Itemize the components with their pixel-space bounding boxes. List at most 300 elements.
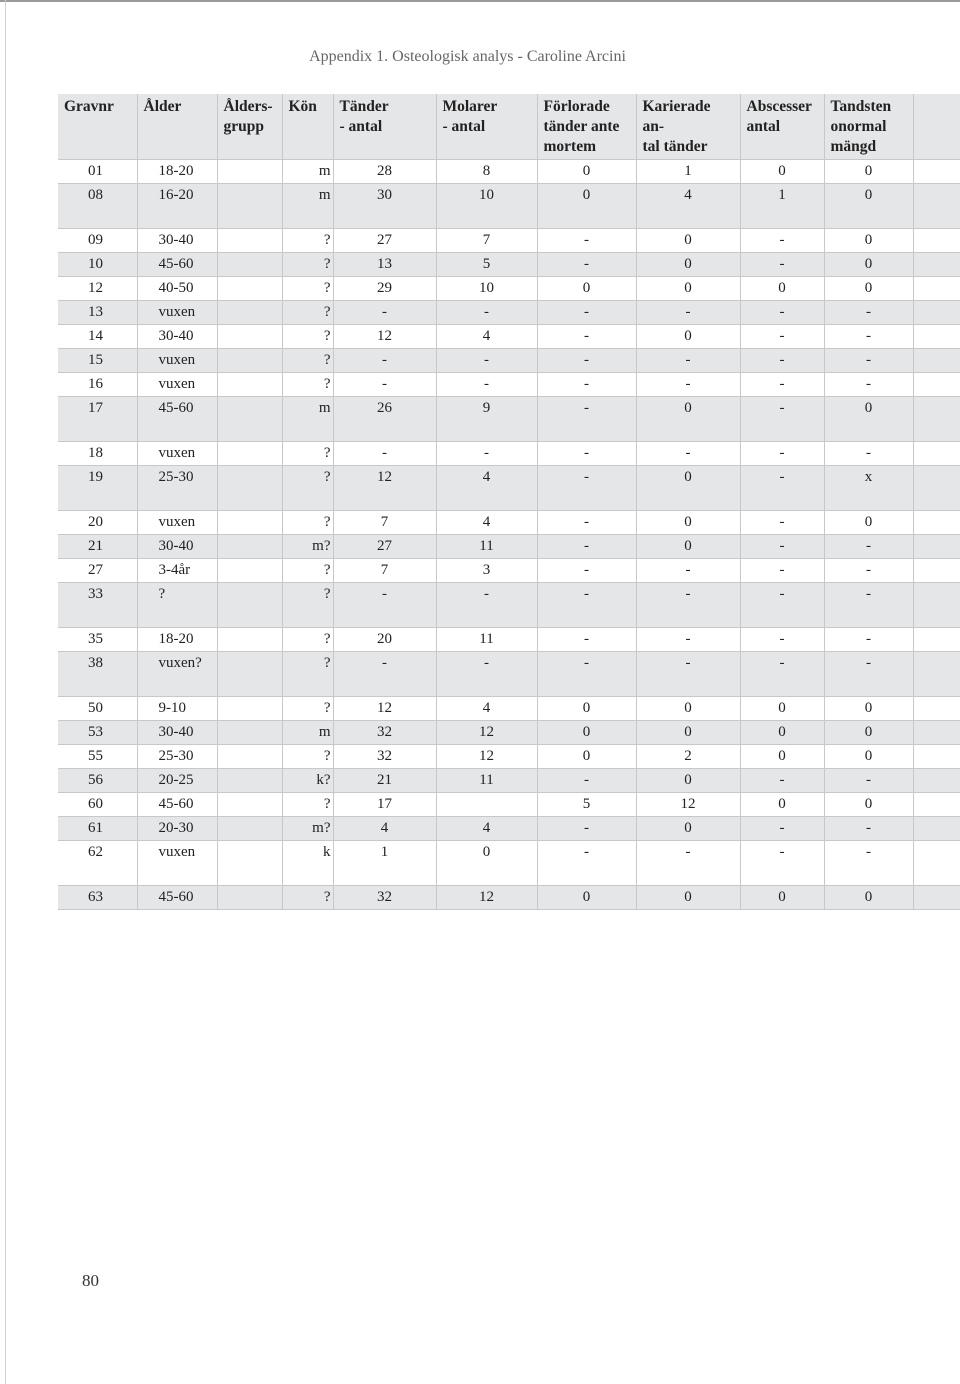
cell-karierade: 0 xyxy=(636,397,740,442)
cell-molarer: - xyxy=(436,349,537,373)
cell-abscesser: 0 xyxy=(740,277,824,301)
running-head: Appendix 1. Osteologisk analys - Caroline Arcini xyxy=(309,48,626,65)
cell-forlorade: 0 xyxy=(537,886,636,910)
cell-forlorade: - xyxy=(537,349,636,373)
table-row xyxy=(58,397,960,442)
cell-abscesser: - xyxy=(740,535,824,559)
cell-alder: 25-30 xyxy=(137,466,217,511)
cell-tander: 21 xyxy=(333,769,436,793)
cell-tandsten: 0 xyxy=(824,511,913,535)
cell-forlorade: - xyxy=(537,628,636,652)
cell-karierade: 12 xyxy=(636,793,740,817)
header-kon xyxy=(282,94,333,160)
cell-tandsten: - xyxy=(824,325,913,349)
cell-abscesser: - xyxy=(740,301,824,325)
cell-abscesser: - xyxy=(740,373,824,397)
header-forlorade xyxy=(537,94,636,160)
cell-abscesser: 0 xyxy=(740,886,824,910)
cell-karierade: 0 xyxy=(636,535,740,559)
cell-molarer: 11 xyxy=(436,769,537,793)
cell-extra xyxy=(913,886,960,910)
table-row xyxy=(58,511,960,535)
cell-aldersgrupp xyxy=(217,628,282,652)
cell-molarer: - xyxy=(436,373,537,397)
page-number: 80 xyxy=(82,1271,99,1290)
table-row xyxy=(58,349,960,373)
cell-kon: ? xyxy=(282,229,333,253)
header-molarer xyxy=(436,94,537,160)
cell-gravnr: 53 xyxy=(58,721,137,745)
cell-molarer: 9 xyxy=(436,397,537,442)
cell-tandsten: 0 xyxy=(824,697,913,721)
cell-forlorade: - xyxy=(537,229,636,253)
cell-forlorade: - xyxy=(537,301,636,325)
cell-forlorade: - xyxy=(537,397,636,442)
cell-molarer: - xyxy=(436,442,537,466)
header-forlorade-line: mortem xyxy=(543,138,596,155)
cell-karierade: - xyxy=(636,373,740,397)
table-row xyxy=(58,721,960,745)
cell-molarer: 10 xyxy=(436,277,537,301)
cell-aldersgrupp xyxy=(217,535,282,559)
cell-tander: - xyxy=(333,583,436,628)
table-row xyxy=(58,373,960,397)
cell-extra xyxy=(913,721,960,745)
cell-extra xyxy=(913,583,960,628)
cell-extra xyxy=(913,277,960,301)
cell-alder: 25-30 xyxy=(137,745,217,769)
header-tander xyxy=(333,94,436,160)
cell-molarer: 12 xyxy=(436,886,537,910)
cell-karierade: 0 xyxy=(636,769,740,793)
cell-alder: 45-60 xyxy=(137,793,217,817)
cell-gravnr: 08 xyxy=(58,184,137,229)
cell-kon: ? xyxy=(282,652,333,697)
cell-forlorade: 0 xyxy=(537,745,636,769)
cell-tander: - xyxy=(333,373,436,397)
header-alder xyxy=(137,94,217,160)
cell-abscesser: - xyxy=(740,511,824,535)
cell-alder: 30-40 xyxy=(137,325,217,349)
cell-tander: 27 xyxy=(333,229,436,253)
cell-extra xyxy=(913,373,960,397)
cell-karierade: 0 xyxy=(636,511,740,535)
cell-kon: ? xyxy=(282,511,333,535)
header-abscesser xyxy=(740,94,824,160)
cell-extra xyxy=(913,559,960,583)
table-row xyxy=(58,301,960,325)
cell-tander: 7 xyxy=(333,559,436,583)
header-karierade-line: tal tänder xyxy=(642,138,708,155)
cell-molarer: - xyxy=(436,301,537,325)
cell-gravnr: 14 xyxy=(58,325,137,349)
cell-kon: m xyxy=(282,160,333,184)
cell-forlorade: 0 xyxy=(537,160,636,184)
cell-aldersgrupp xyxy=(217,301,282,325)
header-gravnr-line: Gravnr xyxy=(64,98,114,115)
cell-alder: ? xyxy=(137,583,217,628)
cell-aldersgrupp xyxy=(217,229,282,253)
table-row xyxy=(58,793,960,817)
cell-alder: 30-40 xyxy=(137,721,217,745)
cell-extra xyxy=(913,397,960,442)
header-extra xyxy=(913,94,960,160)
cell-gravnr: 09 xyxy=(58,229,137,253)
table-header xyxy=(58,94,960,160)
cell-tandsten: - xyxy=(824,628,913,652)
header-aldersgrupp-line: grupp xyxy=(223,118,264,135)
header-gravnr xyxy=(58,94,137,160)
cell-forlorade: 0 xyxy=(537,697,636,721)
cell-karierade: - xyxy=(636,442,740,466)
cell-karierade: 0 xyxy=(636,817,740,841)
cell-kon: ? xyxy=(282,301,333,325)
cell-gravnr: 55 xyxy=(58,745,137,769)
cell-forlorade: - xyxy=(537,511,636,535)
cell-gravnr: 17 xyxy=(58,397,137,442)
cell-tandsten: 0 xyxy=(824,253,913,277)
table-row xyxy=(58,769,960,793)
header-abscesser-line: antal xyxy=(746,118,781,135)
cell-gravnr: 27 xyxy=(58,559,137,583)
cell-karierade: 4 xyxy=(636,184,740,229)
table-row xyxy=(58,442,960,466)
cell-aldersgrupp xyxy=(217,184,282,229)
cell-tandsten: 0 xyxy=(824,160,913,184)
cell-molarer: 0 xyxy=(436,841,537,886)
cell-kon: ? xyxy=(282,277,333,301)
cell-kon: ? xyxy=(282,745,333,769)
cell-abscesser: - xyxy=(740,466,824,511)
cell-alder: 45-60 xyxy=(137,886,217,910)
cell-aldersgrupp xyxy=(217,466,282,511)
cell-extra xyxy=(913,253,960,277)
cell-kon: m xyxy=(282,184,333,229)
cell-kon: m? xyxy=(282,817,333,841)
cell-tandsten: 0 xyxy=(824,397,913,442)
cell-alder: 18-20 xyxy=(137,628,217,652)
cell-aldersgrupp xyxy=(217,511,282,535)
cell-tandsten: - xyxy=(824,559,913,583)
header-molarer-line: Molarer xyxy=(442,98,498,115)
header-forlorade-line: Förlorade xyxy=(543,98,610,115)
cell-gravnr: 63 xyxy=(58,886,137,910)
cell-tander: 20 xyxy=(333,628,436,652)
cell-extra xyxy=(913,160,960,184)
table-row xyxy=(58,535,960,559)
cell-gravnr: 35 xyxy=(58,628,137,652)
cell-tander: 17 xyxy=(333,793,436,817)
cell-molarer: 4 xyxy=(436,466,537,511)
cell-alder: vuxen xyxy=(137,301,217,325)
cell-alder: 30-40 xyxy=(137,229,217,253)
cell-tander: 28 xyxy=(333,160,436,184)
cell-abscesser: - xyxy=(740,325,824,349)
cell-tander: - xyxy=(333,301,436,325)
cell-aldersgrupp xyxy=(217,697,282,721)
left-margin-rule xyxy=(5,0,6,1384)
table-container xyxy=(58,94,960,910)
cell-molarer: 7 xyxy=(436,229,537,253)
cell-tander: 30 xyxy=(333,184,436,229)
cell-alder: 40-50 xyxy=(137,277,217,301)
cell-aldersgrupp xyxy=(217,886,282,910)
cell-kon: ? xyxy=(282,442,333,466)
cell-molarer: - xyxy=(436,583,537,628)
cell-gravnr: 01 xyxy=(58,160,137,184)
table-body xyxy=(58,160,960,910)
header-forlorade-line: tänder ante xyxy=(543,118,620,135)
header-tander-line: - antal xyxy=(339,118,383,135)
cell-extra xyxy=(913,301,960,325)
cell-aldersgrupp xyxy=(217,583,282,628)
cell-tander: 27 xyxy=(333,535,436,559)
cell-extra xyxy=(913,841,960,886)
cell-kon: ? xyxy=(282,466,333,511)
cell-tander: - xyxy=(333,349,436,373)
header-tandsten-line: mängd xyxy=(830,138,877,155)
cell-alder: 9-10 xyxy=(137,697,217,721)
header-tandsten xyxy=(824,94,913,160)
cell-tandsten: - xyxy=(824,583,913,628)
cell-extra xyxy=(913,535,960,559)
cell-molarer: 11 xyxy=(436,628,537,652)
cell-tander: 12 xyxy=(333,466,436,511)
cell-alder: 45-60 xyxy=(137,397,217,442)
table-row xyxy=(58,277,960,301)
cell-abscesser: - xyxy=(740,559,824,583)
cell-kon: ? xyxy=(282,325,333,349)
table-row xyxy=(58,652,960,697)
cell-aldersgrupp xyxy=(217,349,282,373)
cell-alder: 20-25 xyxy=(137,769,217,793)
cell-abscesser: - xyxy=(740,817,824,841)
cell-alder: vuxen xyxy=(137,442,217,466)
cell-alder: 45-60 xyxy=(137,253,217,277)
cell-gravnr: 60 xyxy=(58,793,137,817)
cell-tandsten: - xyxy=(824,841,913,886)
cell-gravnr: 62 xyxy=(58,841,137,886)
cell-aldersgrupp xyxy=(217,442,282,466)
cell-kon: k? xyxy=(282,769,333,793)
cell-gravnr: 19 xyxy=(58,466,137,511)
header-karierade-line: Karierade an- xyxy=(642,98,711,135)
cell-tandsten: - xyxy=(824,535,913,559)
cell-extra xyxy=(913,628,960,652)
cell-karierade: 0 xyxy=(636,253,740,277)
cell-tander: 4 xyxy=(333,817,436,841)
cell-molarer: 12 xyxy=(436,745,537,769)
header-alder-line: Ålder xyxy=(143,98,182,115)
cell-molarer: 12 xyxy=(436,721,537,745)
top-edge-rule xyxy=(0,0,960,2)
cell-karierade: - xyxy=(636,349,740,373)
cell-abscesser: - xyxy=(740,349,824,373)
cell-forlorade: - xyxy=(537,769,636,793)
table-row xyxy=(58,841,960,886)
cell-gravnr: 38 xyxy=(58,652,137,697)
cell-karierade: 0 xyxy=(636,466,740,511)
cell-gravnr: 33 xyxy=(58,583,137,628)
cell-aldersgrupp xyxy=(217,721,282,745)
cell-alder: 20-30 xyxy=(137,817,217,841)
cell-molarer: 4 xyxy=(436,697,537,721)
cell-abscesser: - xyxy=(740,769,824,793)
cell-tandsten: 0 xyxy=(824,721,913,745)
cell-tandsten: - xyxy=(824,652,913,697)
cell-tandsten: - xyxy=(824,817,913,841)
cell-tandsten: x xyxy=(824,466,913,511)
cell-forlorade: - xyxy=(537,442,636,466)
cell-tandsten: - xyxy=(824,349,913,373)
cell-gravnr: 56 xyxy=(58,769,137,793)
cell-tandsten: 0 xyxy=(824,184,913,229)
header-karierade xyxy=(636,94,740,160)
cell-extra xyxy=(913,817,960,841)
table-row xyxy=(58,817,960,841)
cell-extra xyxy=(913,652,960,697)
cell-alder: vuxen? xyxy=(137,652,217,697)
cell-kon: m? xyxy=(282,535,333,559)
header-molarer-line: - antal xyxy=(442,118,486,135)
cell-abscesser: 0 xyxy=(740,745,824,769)
cell-forlorade: 0 xyxy=(537,184,636,229)
cell-molarer: 4 xyxy=(436,325,537,349)
cell-alder: vuxen xyxy=(137,349,217,373)
cell-extra xyxy=(913,184,960,229)
cell-kon: ? xyxy=(282,697,333,721)
cell-alder: 18-20 xyxy=(137,160,217,184)
cell-extra xyxy=(913,466,960,511)
cell-abscesser: 0 xyxy=(740,793,824,817)
cell-molarer: 4 xyxy=(436,817,537,841)
cell-karierade: - xyxy=(636,841,740,886)
cell-tandsten: 0 xyxy=(824,745,913,769)
table-row xyxy=(58,697,960,721)
cell-abscesser: 0 xyxy=(740,160,824,184)
cell-forlorade: - xyxy=(537,373,636,397)
header-aldersgrupp-line: Ålders- xyxy=(223,98,273,115)
cell-tander: 12 xyxy=(333,325,436,349)
header-tandsten-line: onormal xyxy=(830,118,887,135)
cell-gravnr: 10 xyxy=(58,253,137,277)
cell-extra xyxy=(913,745,960,769)
cell-aldersgrupp xyxy=(217,793,282,817)
header-aldersgrupp xyxy=(217,94,282,160)
cell-tander: 26 xyxy=(333,397,436,442)
cell-extra xyxy=(913,349,960,373)
cell-extra xyxy=(913,697,960,721)
cell-aldersgrupp xyxy=(217,841,282,886)
cell-abscesser: - xyxy=(740,397,824,442)
cell-extra xyxy=(913,229,960,253)
cell-forlorade: - xyxy=(537,466,636,511)
cell-aldersgrupp xyxy=(217,160,282,184)
cell-kon: ? xyxy=(282,373,333,397)
cell-tandsten: 0 xyxy=(824,886,913,910)
header-kon-line: Kön xyxy=(288,98,317,115)
cell-karierade: 0 xyxy=(636,325,740,349)
table-row xyxy=(58,229,960,253)
cell-aldersgrupp xyxy=(217,652,282,697)
cell-alder: 16-20 xyxy=(137,184,217,229)
cell-tander: 29 xyxy=(333,277,436,301)
cell-tander: 32 xyxy=(333,745,436,769)
cell-aldersgrupp xyxy=(217,817,282,841)
cell-kon: m xyxy=(282,397,333,442)
header-tander-line: Tänder xyxy=(339,98,389,115)
cell-karierade: 1 xyxy=(636,160,740,184)
cell-tandsten: - xyxy=(824,301,913,325)
table-row xyxy=(58,253,960,277)
cell-forlorade: - xyxy=(537,652,636,697)
header-row xyxy=(58,94,960,160)
table-row xyxy=(58,745,960,769)
cell-kon: k xyxy=(282,841,333,886)
table-row xyxy=(58,559,960,583)
cell-abscesser: 0 xyxy=(740,721,824,745)
cell-tander: 32 xyxy=(333,886,436,910)
cell-molarer: 10 xyxy=(436,184,537,229)
cell-gravnr: 50 xyxy=(58,697,137,721)
cell-extra xyxy=(913,442,960,466)
cell-gravnr: 16 xyxy=(58,373,137,397)
cell-forlorade: - xyxy=(537,535,636,559)
cell-forlorade: - xyxy=(537,325,636,349)
cell-tander: - xyxy=(333,652,436,697)
cell-abscesser: 0 xyxy=(740,697,824,721)
cell-karierade: 0 xyxy=(636,886,740,910)
cell-abscesser: - xyxy=(740,652,824,697)
table-row xyxy=(58,160,960,184)
cell-gravnr: 20 xyxy=(58,511,137,535)
cell-tander: 32 xyxy=(333,721,436,745)
cell-aldersgrupp xyxy=(217,769,282,793)
cell-abscesser: - xyxy=(740,229,824,253)
cell-kon: ? xyxy=(282,628,333,652)
cell-abscesser: 1 xyxy=(740,184,824,229)
header-abscesser-line: Abscesser xyxy=(746,98,812,115)
cell-gravnr: 15 xyxy=(58,349,137,373)
cell-forlorade: - xyxy=(537,583,636,628)
cell-karierade: - xyxy=(636,628,740,652)
cell-kon: ? xyxy=(282,559,333,583)
cell-extra xyxy=(913,511,960,535)
cell-karierade: 2 xyxy=(636,745,740,769)
cell-aldersgrupp xyxy=(217,325,282,349)
cell-forlorade: 5 xyxy=(537,793,636,817)
cell-forlorade: - xyxy=(537,253,636,277)
cell-molarer: 11 xyxy=(436,535,537,559)
cell-kon: ? xyxy=(282,886,333,910)
cell-kon: ? xyxy=(282,793,333,817)
cell-extra xyxy=(913,793,960,817)
table-row xyxy=(58,184,960,229)
table-row xyxy=(58,466,960,511)
cell-molarer: - xyxy=(436,652,537,697)
osteology-table xyxy=(58,94,960,910)
cell-extra xyxy=(913,769,960,793)
cell-kon: ? xyxy=(282,253,333,277)
cell-gravnr: 12 xyxy=(58,277,137,301)
table-row xyxy=(58,325,960,349)
cell-aldersgrupp xyxy=(217,397,282,442)
cell-tandsten: 0 xyxy=(824,277,913,301)
cell-abscesser: - xyxy=(740,628,824,652)
cell-molarer: 3 xyxy=(436,559,537,583)
cell-kon: ? xyxy=(282,349,333,373)
table-row xyxy=(58,583,960,628)
